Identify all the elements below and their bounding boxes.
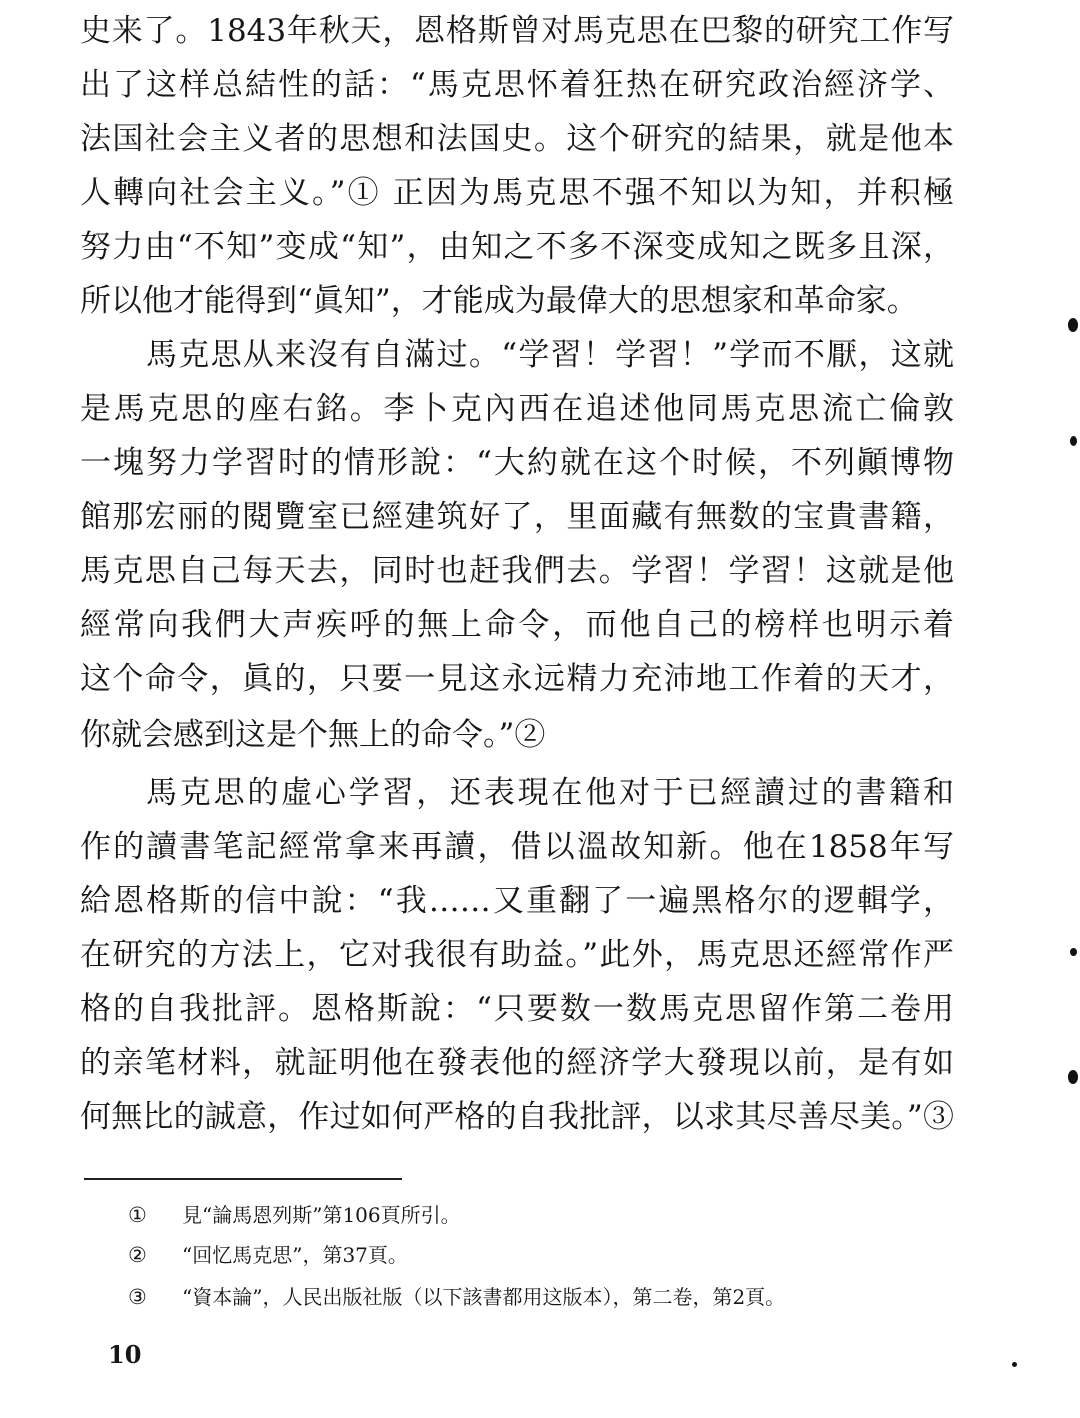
scan-speck: [1012, 1362, 1017, 1367]
footnote-1-mark: ①: [128, 1203, 147, 1227]
footnote-3-mark: ③: [128, 1285, 147, 1309]
scan-speck: [1070, 948, 1077, 956]
scan-speck: [1068, 318, 1078, 332]
body-line-13: 这个命令，眞的，只要一見这永远精力充沛地工作着的天才，: [80, 661, 954, 697]
body-line-20: 的亲笔材料，就証明他在發表他的經济学大發現以前，是有如: [80, 1045, 954, 1081]
scan-speck: [1068, 1070, 1078, 1084]
footnote-1: [128, 1198, 461, 1232]
body-line-9: 一塊努力学習时的情形說：“大約就在这个时候，不列顚博物: [80, 445, 954, 481]
footnote-3: [128, 1280, 785, 1314]
footnote-3-text: “資本論”，人民出版社版（以下該書都用这版本），第二卷，第2頁。: [182, 1285, 786, 1309]
body-line-14: 你就会感到这是个無上的命令。”②: [80, 717, 546, 753]
footnote-2-mark: ②: [128, 1243, 147, 1267]
body-line-6: 所以他才能得到“眞知”，才能成为最偉大的思想家和革命家。: [80, 283, 918, 319]
footnote-1-text: 見“論馬恩列斯”第106頁所引。: [182, 1203, 461, 1227]
body-line-3: 法国社会主义者的思想和法国史。这个研究的結果，就是他本: [80, 121, 954, 157]
body-line-15: 馬克思的虛心学習，还表現在他对于已經讀过的書籍和: [146, 775, 954, 811]
body-line-21: 何無比的誠意，作过如何严格的自我批評，以求其尽善尽美。”③: [80, 1099, 954, 1135]
body-line-19: 格的自我批評。恩格斯說：“只要数一数馬克思留作第二卷用: [80, 991, 954, 1027]
body-line-5: 努力由“不知”变成“知”，由知之不多不深变成知之既多且深，: [80, 229, 954, 265]
body-line-16: 作的讀書笔記經常拿来再讀，借以溫故知新。他在1858年写: [80, 829, 954, 865]
body-line-4: 人轉向社会主义。”① 正因为馬克思不强不知以为知，并积極: [80, 175, 954, 211]
body-line-1: 史来了。1843年秋天，恩格斯曾对馬克思在巴黎的研究工作写: [80, 13, 954, 49]
body-line-11: 馬克思自己每天去，同时也赶我們去。学習！学習！这就是他: [80, 553, 954, 589]
body-line-2: 出了这样总結性的話：“馬克思怀着狂热在研究政治經济学、: [80, 67, 954, 103]
footnote-divider: [84, 1178, 402, 1180]
body-line-10: 館那宏丽的閱覽室已經建筑好了，里面藏有無数的宝貴書籍，: [80, 499, 954, 535]
body-line-8: 是馬克思的座右銘。李卜克內西在追述他同馬克思流亡倫敦: [80, 391, 954, 427]
body-line-18: 在研究的方法上，它对我很有助益。”此外，馬克思还經常作严: [80, 937, 954, 973]
page-number: 10: [108, 1340, 142, 1369]
footnote-2: [128, 1238, 408, 1272]
footnote-2-text: “回忆馬克思”，第37頁。: [182, 1243, 408, 1267]
body-line-17: 給恩格斯的信中說：“我……又重翻了一遍黑格尔的逻輯学，: [80, 883, 954, 919]
scan-speck: [1070, 436, 1077, 446]
body-line-7: 馬克思从来沒有自滿过。“学習！学習！”学而不厭，这就: [146, 337, 954, 373]
body-line-12: 經常向我們大声疾呼的無上命令，而他自己的榜样也明示着: [80, 607, 954, 643]
